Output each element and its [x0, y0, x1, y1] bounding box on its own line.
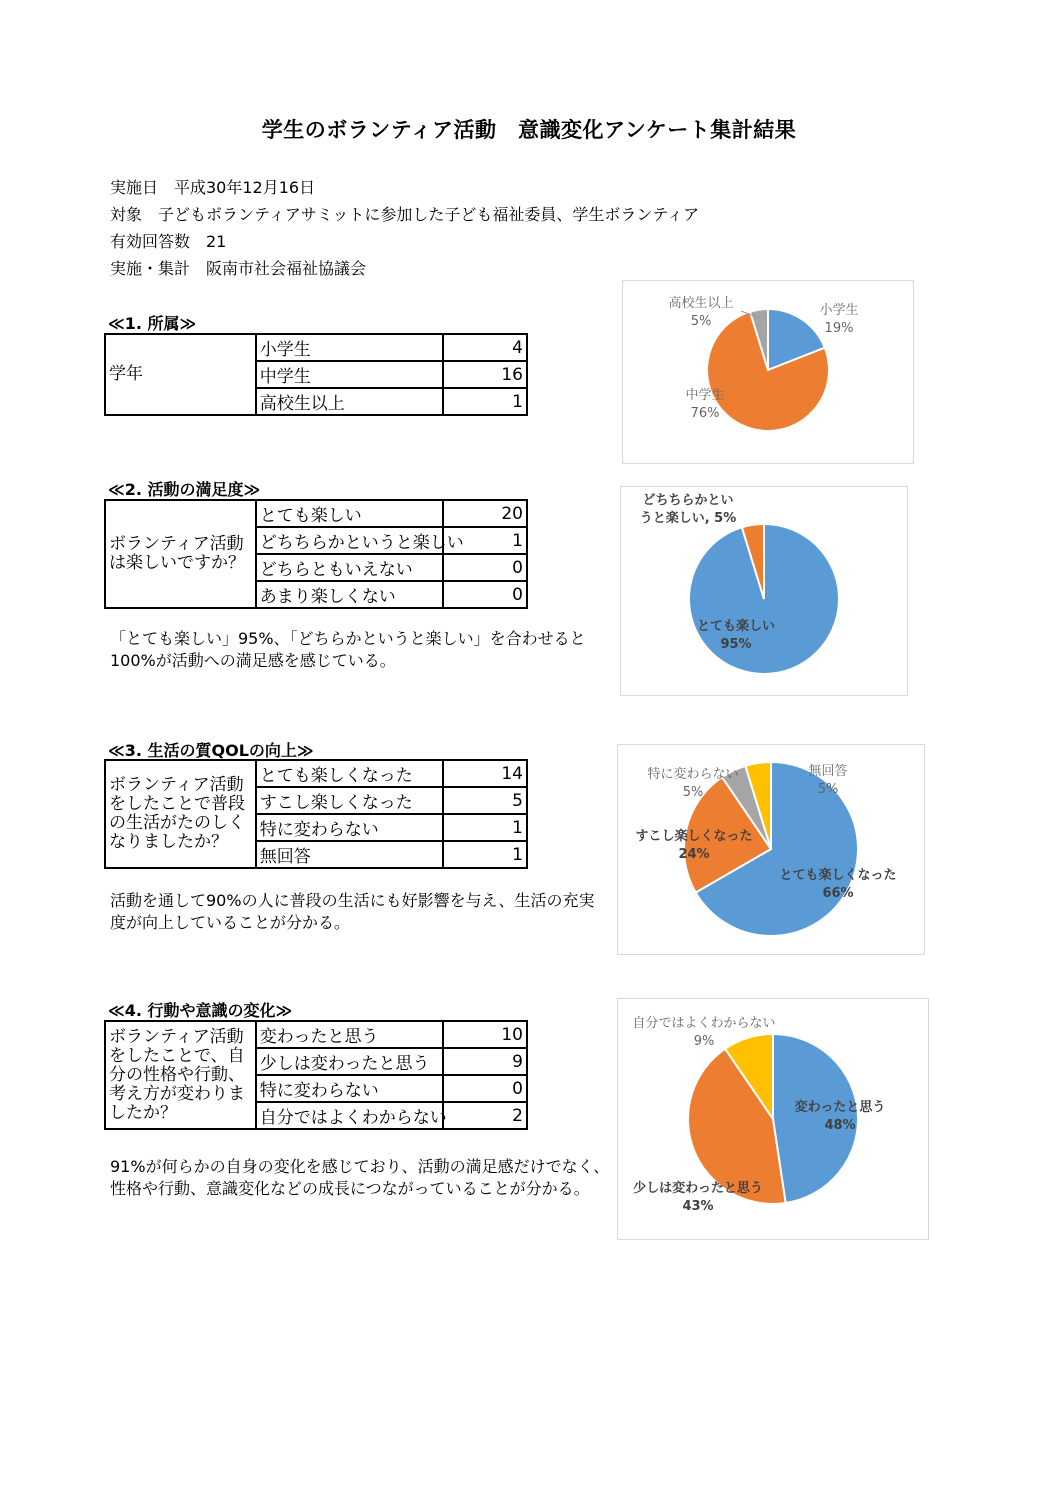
option-count: 4 — [443, 334, 527, 361]
slice-label: 少しは変わったと思う 43% — [633, 1181, 763, 1214]
slice-label: 中学生 76% — [685, 388, 725, 421]
slice-label: どちちらかというと楽しい, 5% — [639, 493, 737, 526]
section-4-table — [104, 1020, 528, 1130]
response-count: 有効回答数 21 — [110, 232, 227, 251]
question-cell: ボランティア活動は楽しいですか？ — [105, 500, 256, 608]
option-label: 中学生 — [256, 361, 443, 388]
pie-chart-qol — [618, 745, 924, 954]
slice-label: 変わったと思う 48% — [794, 1100, 886, 1133]
table-row — [105, 760, 527, 787]
slice-label: 高校生以上 5% — [668, 296, 734, 329]
option-label: 自分ではよくわからない — [256, 1102, 443, 1129]
section-1-heading: ≪1. 所属≫ — [108, 314, 197, 333]
slice-label: とても楽しい 95% — [696, 619, 776, 652]
pie-chart-satisfaction — [621, 487, 907, 695]
option-count: 10 — [443, 1021, 527, 1048]
survey-target: 対象 子どもボランティアサミットに参加した子ども福祉委員、学生ボランティア — [110, 205, 700, 224]
section-3-note: 活動を通して90%の人に普段の生活にも好影響を与え、生活の充実度が向上していることが分かる。 — [110, 891, 595, 932]
section-3-table — [104, 759, 528, 869]
pie-chart-4-frame — [617, 998, 929, 1240]
option-label: 小学生 — [256, 334, 443, 361]
option-count: 16 — [443, 361, 527, 388]
question-cell: 学年 — [105, 334, 256, 415]
table-row — [105, 334, 527, 361]
survey-organizer: 実施・集計 阪南市社会福祉協議会 — [110, 259, 367, 278]
option-count: 0 — [443, 554, 527, 581]
option-label: 特に変わらない — [256, 1075, 443, 1102]
option-label: 高校生以上 — [256, 388, 443, 415]
section-4-heading: ≪4. 行動や意識の変化≫ — [108, 1001, 293, 1020]
page-title: 学生のボランティア活動 意識変化アンケート集計結果 — [261, 118, 797, 142]
question-cell: ボランティア活動をしたことで普段の生活がたのしくなりましたか？ — [105, 760, 256, 868]
option-count: 1 — [443, 841, 527, 868]
table-row — [105, 500, 527, 527]
slice-label: とても楽しくなった 66% — [779, 868, 897, 901]
section-1-table — [104, 333, 528, 416]
table-row — [105, 1021, 527, 1048]
option-count: 0 — [443, 581, 527, 608]
option-label: 特に変わらない — [256, 814, 443, 841]
option-count: 1 — [443, 527, 527, 554]
option-label: 変わったと思う — [256, 1021, 443, 1048]
section-2-heading: ≪2. 活動の満足度≫ — [108, 480, 261, 499]
option-count: 20 — [443, 500, 527, 527]
section-2-note: 「とても楽しい」95%、「どちらかというと楽しい」を合わせると100%が活動への満足感を感じている。 — [110, 629, 586, 670]
slice-label: 小学生 19% — [819, 303, 859, 336]
option-count: 1 — [443, 814, 527, 841]
option-label: すこし楽しくなった — [256, 787, 443, 814]
pie-chart-change — [618, 999, 928, 1239]
option-count: 0 — [443, 1075, 527, 1102]
section-3-heading: ≪3. 生活の質QOLの向上≫ — [108, 741, 314, 760]
slice-label: 自分ではよくわからない 9% — [632, 1016, 776, 1049]
section-2-table — [104, 499, 528, 609]
option-label: どちらともいえない — [256, 554, 443, 581]
option-label: どちちらかというと楽しい — [256, 527, 443, 554]
survey-date: 実施日 平成30年12月16日 — [110, 178, 316, 197]
section-4-note: 91%が何らかの自身の変化を感じており、活動の満足感だけでなく、性格や行動、意識変化などの成長につながっていることが分かる。 — [110, 1157, 610, 1198]
pie-chart-grade — [623, 281, 913, 463]
option-count: 2 — [443, 1102, 527, 1129]
option-label: とても楽しくなった — [256, 760, 443, 787]
question-cell: ボランティア活動をしたことで、自分の性格や行動、考え方が変わりましたか？ — [105, 1021, 256, 1129]
slice-label: すこし楽しくなった 24% — [635, 829, 753, 862]
option-label: あまり楽しくない — [256, 581, 443, 608]
option-label: 無回答 — [256, 841, 443, 868]
slice-label: 無回答 5% — [808, 764, 848, 797]
option-count: 14 — [443, 760, 527, 787]
slice-label: 特に変わらない 5% — [647, 767, 739, 800]
option-label: 少しは変わったと思う — [256, 1048, 443, 1075]
pie-chart-1-frame — [622, 280, 914, 464]
option-count: 5 — [443, 787, 527, 814]
option-count: 1 — [443, 388, 527, 415]
option-label: とても楽しい — [256, 500, 443, 527]
pie-chart-3-frame — [617, 744, 925, 955]
pie-chart-2-frame — [620, 486, 908, 696]
option-count: 9 — [443, 1048, 527, 1075]
